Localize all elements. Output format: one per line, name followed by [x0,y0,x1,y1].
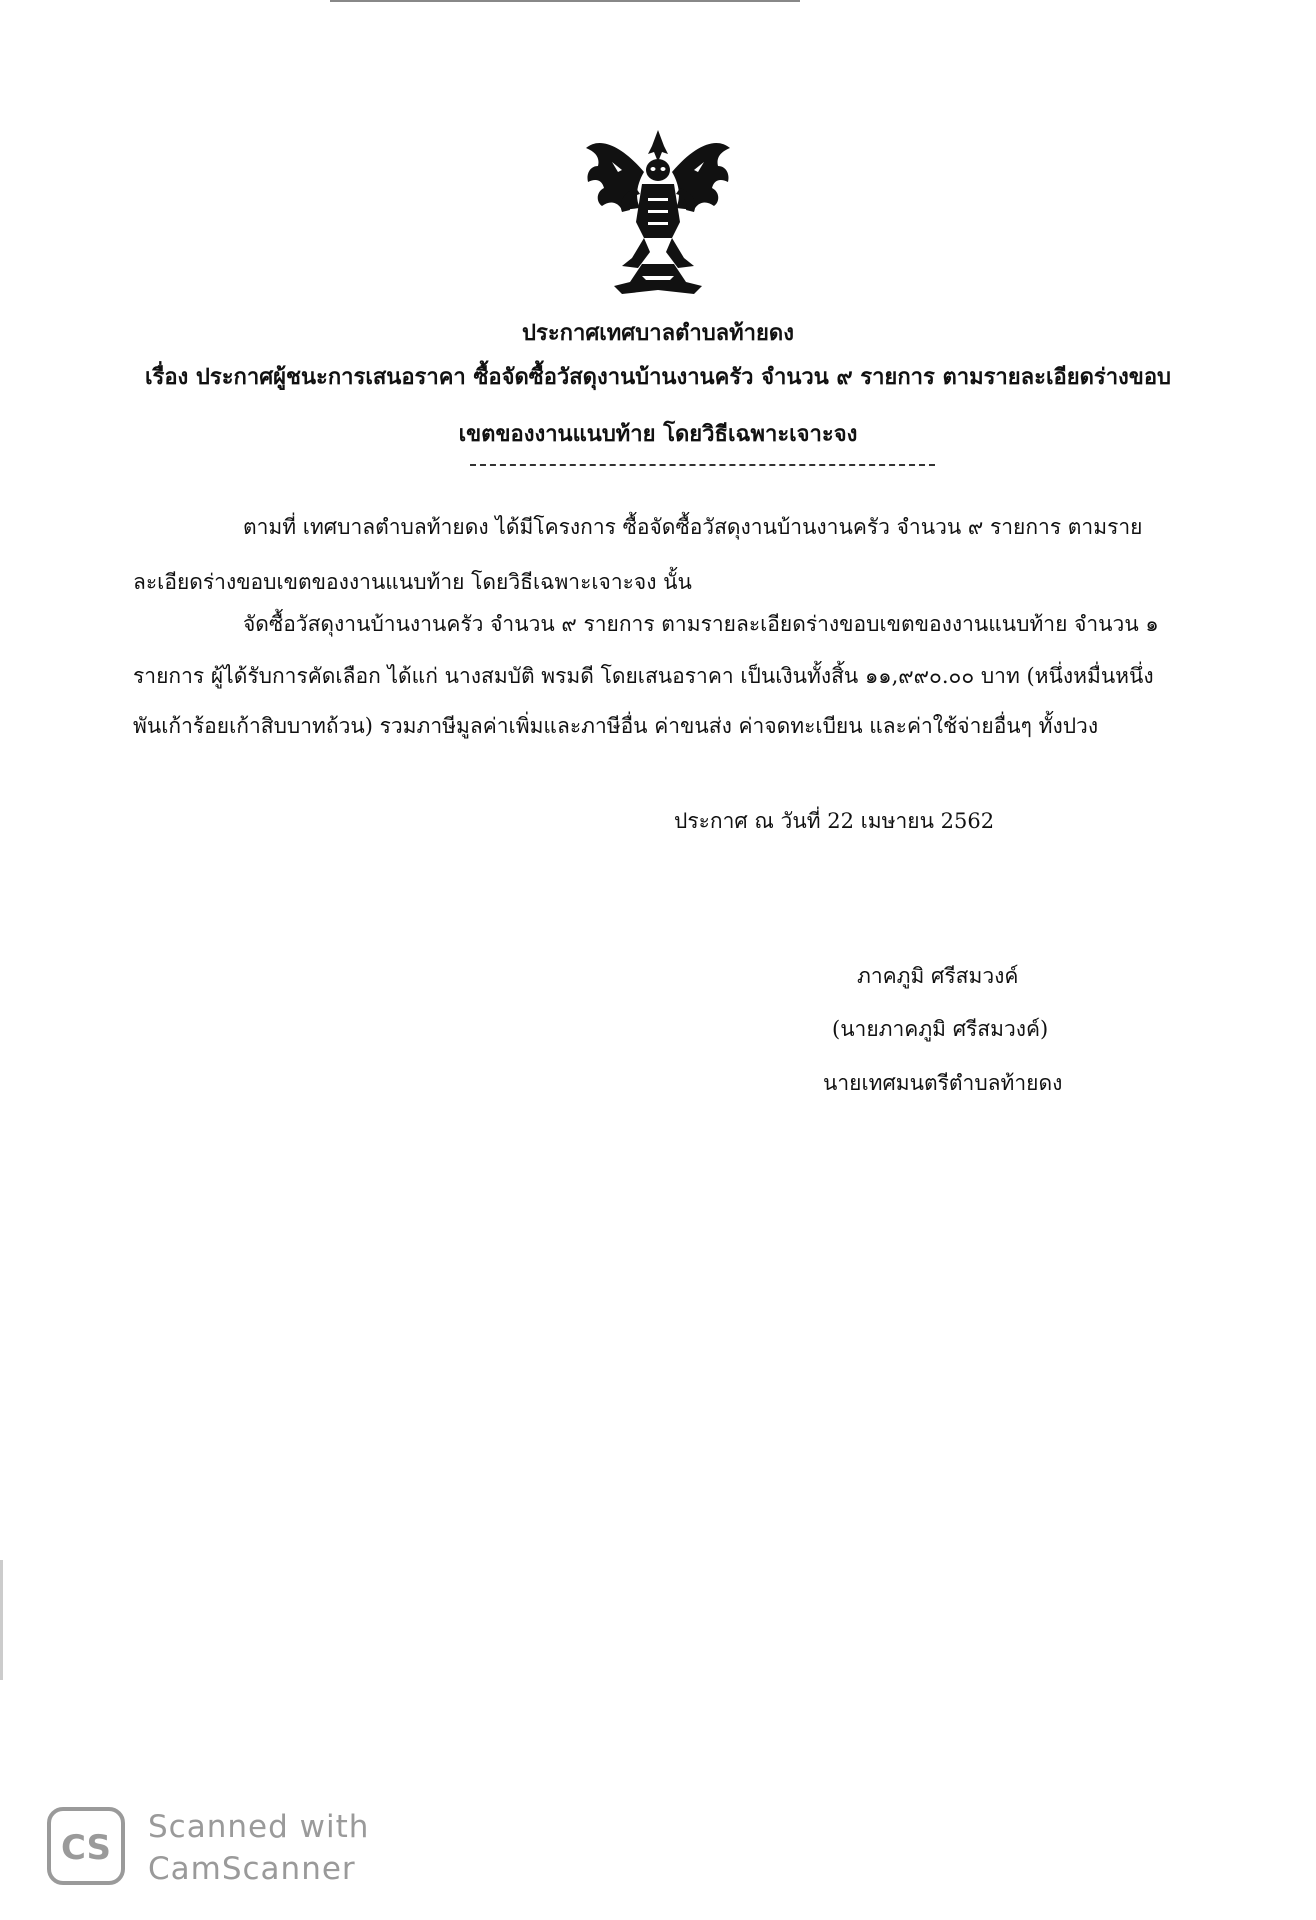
svg-text:CS: CS [60,1828,112,1868]
watermark-line-2: CamScanner [148,1851,356,1887]
paragraph-1-line-2: ละเอียดร่างขอบเขตของงานแนบท้าย โดยวิธีเฉพาะเจาะจง นั้น [133,570,692,594]
announcement-date: ประกาศ ณ วันที่ 22 เมษายน 2562 [674,809,995,833]
subject-line-1: เรื่อง ประกาศผู้ชนะการเสนอราคา ซื้อจัดซื้อวัสดุงานบ้านงานครัว จำนวน ๙ รายการ ตามรายละเอียดร่างขอบ [144,364,1172,390]
garuda-emblem-icon [582,126,734,298]
heading-divider [470,464,935,466]
paragraph-2-line-3: พันเก้าร้อยเก้าสิบบาทถ้วน) รวมภาษีมูลค่าเพิ่มและภาษีอื่น ค่าขนส่ง ค่าจดทะเบียน และค่าใช้จ่ายอื่นๆ ทั้งปวง [133,714,1099,738]
paragraph-2-line-2: รายการ ผู้ได้รับการคัดเลือก ได้แก่ นางสมบัติ พรมดี โดยเสนอราคา เป็นเงินทั้งสิ้น ๑๑,๙๙๐.๐๐ บาท (หนึ่งหมื่นหนึ่ง [133,664,1154,688]
signature-position: นายเทศมนตรีตำบลท้ายดง [823,1071,1063,1095]
signature-full-name: (นายภาคภูมิ ศรีสมวงค์) [832,1017,1049,1041]
signature-signed-name: ภาคภูมิ ศรีสมวงค์ [857,964,1019,988]
subject-line-2: เขตของงานแนบท้าย โดยวิธีเฉพาะเจาะจง [458,421,858,447]
watermark-line-1: Scanned with [148,1809,370,1845]
scan-top-edge [330,0,800,2]
camscanner-logo-icon [46,1806,126,1886]
paragraph-1-line-1: ตามที่ เทศบาลตำบลท้ายดง ได้มีโครงการ ซื้อจัดซื้อวัสดุงานบ้านงานครัว จำนวน ๙ รายการ ตามราย [243,515,1143,539]
scan-left-edge [0,1560,3,1680]
paragraph-2-line-1: จัดซื้อวัสดุงานบ้านงานครัว จำนวน ๙ รายการ ตามรายละเอียดร่างขอบเขตของงานแนบท้าย จำนวน ๑ [243,612,1159,636]
announcement-title: ประกาศเทศบาลตำบลท้ายดง [522,320,794,346]
